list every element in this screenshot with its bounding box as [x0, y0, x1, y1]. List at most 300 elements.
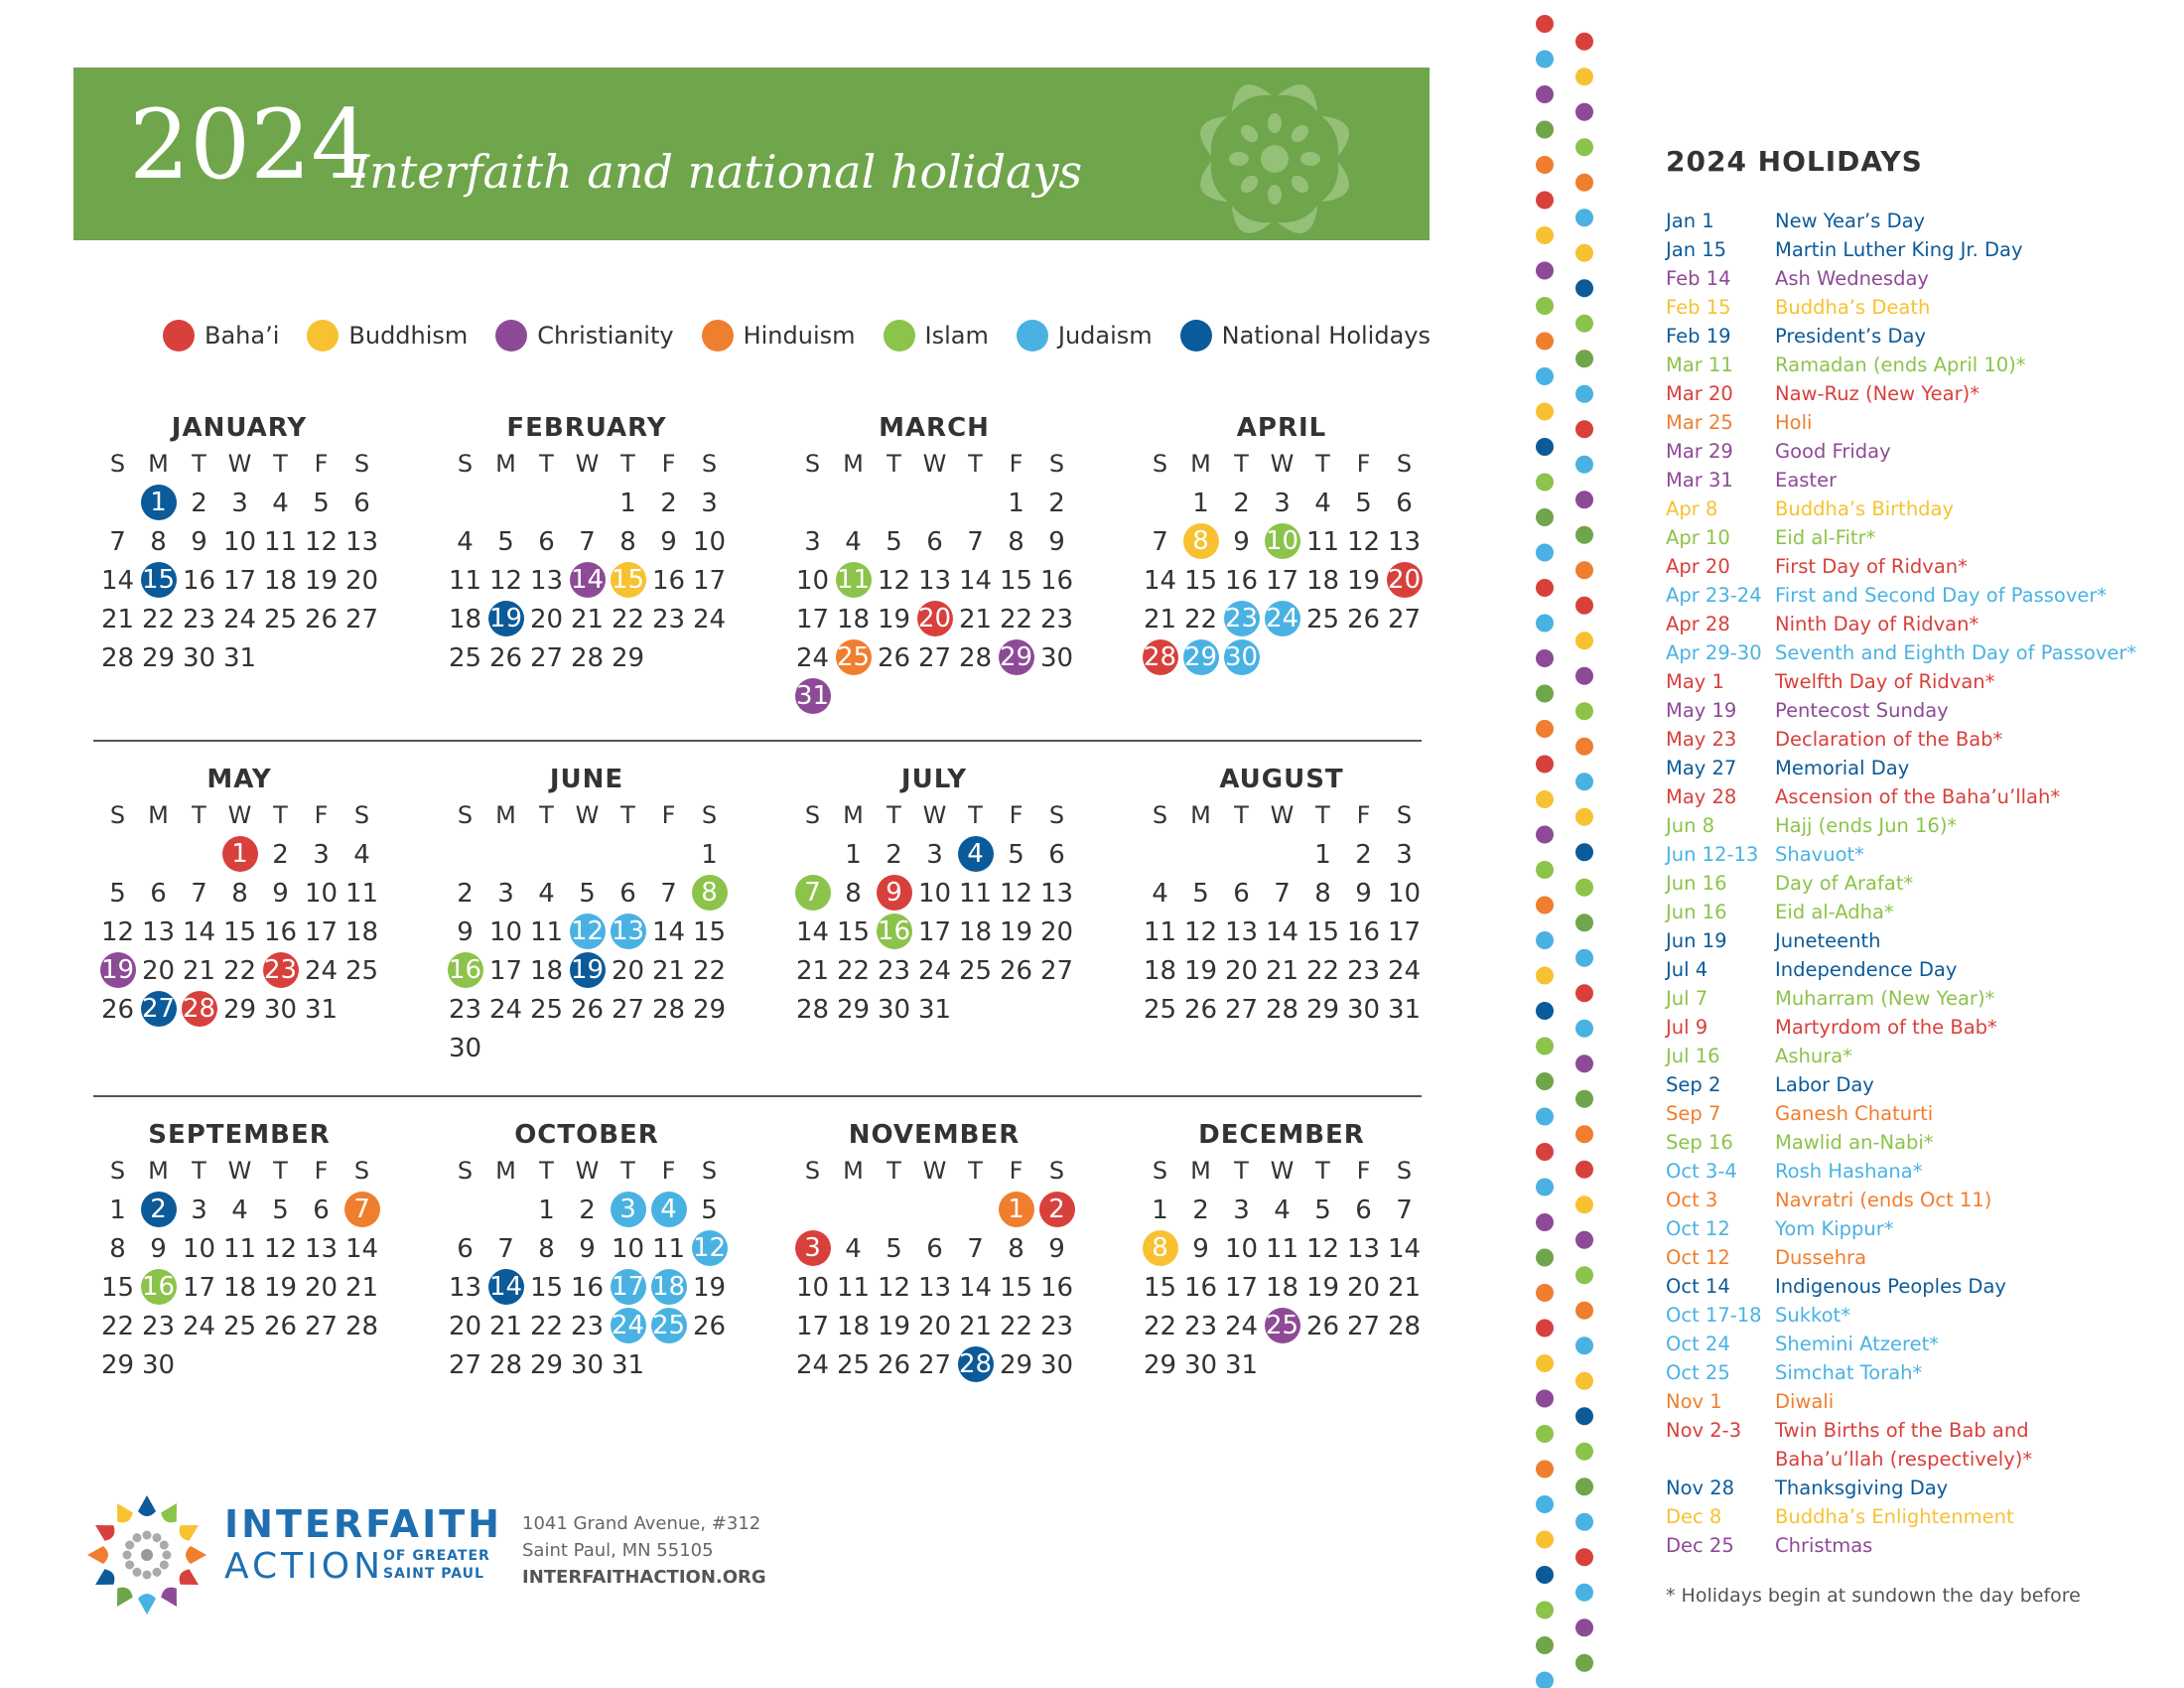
day-cell: 31	[304, 994, 339, 1025]
logo-petal	[138, 1594, 156, 1615]
holiday-name: Martyrdom of the Bab*	[1775, 1016, 1997, 1039]
holiday-date: Apr 28	[1666, 613, 1730, 635]
weekday-header: S	[457, 450, 474, 478]
weekday-header: S	[109, 801, 126, 829]
weekday-header: S	[353, 1157, 370, 1185]
day-cell: 11	[836, 1272, 871, 1303]
day-cell: 24	[917, 955, 952, 986]
month-october	[443, 1120, 731, 1384]
day-cell: 2	[1355, 839, 1372, 870]
holiday-list-item	[1666, 322, 2182, 351]
logo-petal	[109, 1499, 135, 1526]
day-cell: 17	[917, 916, 952, 947]
legend-item-christianity	[495, 320, 673, 352]
weekday-header: T	[192, 1157, 206, 1185]
day-cell: 1	[1008, 488, 1024, 518]
day-cell: 29	[141, 642, 176, 673]
day-cell: 5	[1355, 488, 1372, 518]
day-cell: 28	[1265, 994, 1299, 1025]
day-cell: 1	[1192, 488, 1209, 518]
holiday-day-buddhism: 8	[1183, 523, 1219, 559]
holiday-list-item	[1666, 811, 2182, 840]
legend-label: Judaism	[1057, 322, 1153, 350]
decorative-dot	[1575, 1372, 1593, 1390]
holiday-day-islam: 16	[448, 952, 483, 988]
decorative-dot	[1575, 808, 1593, 826]
decorative-dot	[1536, 826, 1554, 844]
day-cell: 25	[958, 955, 993, 986]
holiday-day-islam: 16	[877, 914, 912, 949]
day-cell: 25	[1305, 604, 1340, 634]
day-cell: 28	[570, 642, 605, 673]
empty-day-cell	[97, 835, 138, 874]
flower-petal	[1300, 152, 1320, 166]
weekday-header: F	[661, 450, 676, 478]
decorative-dot	[1536, 1213, 1554, 1231]
day-cell: 13	[917, 1272, 952, 1303]
holiday-date: Oct 17-18	[1666, 1304, 1762, 1327]
decorative-dot	[1575, 103, 1593, 121]
holiday-date: Jun 8	[1666, 814, 1715, 837]
day-cell: 4	[231, 1195, 248, 1225]
day-cell: 1	[538, 1195, 555, 1225]
empty-day-cell	[914, 1191, 955, 1229]
day-cell: 28	[100, 642, 135, 673]
weekday-header: T	[192, 801, 206, 829]
holiday-list-item	[1666, 1301, 2182, 1330]
day-cell: 27	[344, 604, 379, 634]
month-name: JUNE	[549, 765, 624, 794]
holiday-date: Apr 20	[1666, 555, 1730, 578]
weekday-header: W	[227, 1157, 252, 1185]
day-cell: 20	[611, 955, 645, 986]
day-cell: 21	[795, 955, 830, 986]
day-cell: 8	[1008, 1233, 1024, 1264]
day-cell: 14	[100, 565, 135, 596]
holiday-list-item	[1666, 898, 2182, 926]
flower-petal	[1238, 172, 1262, 196]
day-cell: 10	[917, 878, 952, 909]
weekday-header: W	[575, 1157, 600, 1185]
flower-petal	[1321, 108, 1356, 156]
decorative-dot	[1575, 984, 1593, 1002]
decorative-dot	[1536, 297, 1554, 315]
divider-line	[93, 740, 1422, 742]
decorative-dot	[1536, 508, 1554, 526]
decorative-dot	[1575, 1020, 1593, 1038]
day-cell: 15	[692, 916, 727, 947]
holiday-day-christianity: 31	[795, 678, 831, 714]
empty-day-cell	[608, 835, 648, 874]
holiday-name: First Day of Ridvan*	[1775, 555, 1968, 578]
day-cell: 27	[1224, 994, 1259, 1025]
weekday-header: S	[1396, 1157, 1413, 1185]
day-cell: 25	[1143, 994, 1177, 1025]
day-cell: 26	[304, 604, 339, 634]
decorative-dot	[1536, 1038, 1554, 1055]
empty-day-cell	[648, 835, 689, 874]
empty-day-cell	[792, 1191, 833, 1229]
holiday-date: Feb 19	[1666, 325, 1731, 348]
day-cell: 11	[263, 526, 298, 557]
holiday-list-item	[1666, 1042, 2182, 1070]
day-cell: 1	[619, 488, 636, 518]
month-day-grid	[1140, 796, 1426, 1029]
holiday-day-judaism: 18	[651, 1269, 687, 1305]
month-august	[1138, 765, 1426, 1029]
weekday-header: M	[148, 450, 169, 478]
day-cell: 15	[529, 1272, 564, 1303]
decorative-dot	[1536, 967, 1554, 985]
holiday-day-bahai: 23	[263, 952, 299, 988]
day-cell: 16	[1183, 1272, 1218, 1303]
holiday-list-item	[1666, 1531, 2182, 1560]
weekday-header: T	[539, 1157, 554, 1185]
holiday-list-item	[1666, 1099, 2182, 1128]
month-september	[95, 1120, 383, 1384]
weekday-header: M	[495, 801, 516, 829]
decorative-dot	[1575, 1055, 1593, 1072]
day-cell: 9	[1233, 526, 1250, 557]
holiday-list-item	[1666, 408, 2182, 437]
day-cell: 9	[579, 1233, 596, 1264]
day-cell: 6	[1355, 1195, 1372, 1225]
weekday-header: T	[1234, 1157, 1249, 1185]
holiday-list-item	[1666, 581, 2182, 610]
holiday-date: Oct 14	[1666, 1275, 1730, 1298]
day-cell: 15	[100, 1272, 135, 1303]
holiday-list-item	[1666, 1272, 2182, 1301]
holiday-list-item	[1666, 351, 2182, 379]
logo-dot	[123, 1551, 132, 1560]
day-cell: 27	[917, 642, 952, 673]
day-cell: 7	[1152, 526, 1168, 557]
day-cell: 13	[1346, 1233, 1381, 1264]
decorative-dot	[1575, 914, 1593, 931]
weekday-header: S	[804, 1157, 821, 1185]
holiday-day-national: 14	[488, 1269, 524, 1305]
legend-item-national	[1180, 320, 1431, 352]
legend-dot	[1180, 320, 1212, 352]
holiday-list-item	[1666, 926, 2182, 955]
day-cell: 30	[1039, 642, 1074, 673]
day-cell: 21	[651, 955, 686, 986]
day-cell: 26	[877, 642, 911, 673]
day-cell: 5	[886, 526, 902, 557]
day-cell: 31	[917, 994, 952, 1025]
day-cell: 28	[344, 1311, 379, 1341]
day-cell: 23	[1039, 604, 1074, 634]
divider-line	[93, 1095, 1422, 1097]
decorative-dot	[1575, 773, 1593, 790]
holiday-name: Declaration of the Bab*	[1775, 728, 2003, 751]
day-cell: 10	[611, 1233, 645, 1264]
day-cell: 29	[1143, 1349, 1177, 1380]
holiday-date: Oct 25	[1666, 1361, 1730, 1384]
logo-petal	[176, 1517, 203, 1543]
holiday-list-item	[1666, 552, 2182, 581]
month-day-grid	[1140, 445, 1426, 677]
day-cell: 24	[222, 604, 257, 634]
weekday-header: S	[701, 450, 718, 478]
website-link[interactable]: INTERFAITHACTION.ORG	[522, 1567, 766, 1588]
holiday-name: Shavuot*	[1775, 843, 1864, 866]
day-cell: 6	[457, 1233, 474, 1264]
day-cell: 23	[141, 1311, 176, 1341]
holiday-list-item	[1666, 466, 2182, 494]
decorative-dot	[1575, 1548, 1593, 1566]
month-name: SEPTEMBER	[148, 1120, 331, 1150]
weekday-header: S	[353, 801, 370, 829]
month-name: NOVEMBER	[848, 1120, 1021, 1150]
holiday-day-islam: 11	[836, 562, 872, 598]
day-cell: 3	[1396, 839, 1413, 870]
day-cell: 27	[917, 1349, 952, 1380]
decorative-dot	[1536, 333, 1554, 351]
day-cell: 26	[1305, 1311, 1340, 1341]
holiday-date: Mar 29	[1666, 440, 1733, 463]
decorative-dot	[1575, 1654, 1593, 1672]
org-name: INTERFAITH	[224, 1502, 502, 1546]
day-cell: 17	[182, 1272, 216, 1303]
month-day-grid	[792, 1152, 1078, 1384]
legend-label: Islam	[924, 322, 989, 350]
holiday-date: Feb 15	[1666, 296, 1731, 319]
holiday-date: Oct 12	[1666, 1217, 1730, 1240]
decorative-dot	[1536, 1636, 1554, 1654]
weekday-header: S	[1396, 450, 1413, 478]
day-cell: 2	[1048, 488, 1065, 518]
day-cell: 28	[488, 1349, 523, 1380]
decorative-dot	[1536, 720, 1554, 738]
day-cell: 16	[651, 565, 686, 596]
day-cell: 13	[141, 916, 176, 947]
day-cell: 11	[1265, 1233, 1299, 1264]
decorative-dot	[1575, 1196, 1593, 1213]
day-cell: 27	[1346, 1311, 1381, 1341]
empty-day-cell	[955, 1191, 996, 1229]
holiday-list-item	[1666, 494, 2182, 523]
day-cell: 2	[272, 839, 289, 870]
decorative-dot	[1575, 456, 1593, 474]
day-cell: 1	[1314, 839, 1331, 870]
day-cell: 18	[1305, 565, 1340, 596]
day-cell: 8	[845, 878, 862, 909]
day-cell: 6	[353, 488, 370, 518]
weekday-header: W	[922, 801, 947, 829]
holiday-name: Simchat Torah*	[1775, 1361, 1923, 1384]
day-cell: 15	[836, 916, 871, 947]
empty-day-cell	[1140, 835, 1180, 874]
day-cell: 24	[488, 994, 523, 1025]
empty-day-cell	[833, 484, 874, 522]
holiday-day-bahai: 20	[917, 601, 953, 636]
weekday-header: W	[1270, 801, 1295, 829]
decorative-dot	[1575, 667, 1593, 685]
day-cell: 27	[304, 1311, 339, 1341]
day-cell: 23	[877, 955, 911, 986]
day-cell: 4	[845, 526, 862, 557]
holiday-date: Apr 29-30	[1666, 641, 1762, 664]
holiday-date: May 1	[1666, 670, 1724, 693]
decorative-dot	[1536, 156, 1554, 174]
day-cell: 14	[651, 916, 686, 947]
day-cell: 29	[1305, 994, 1340, 1025]
day-cell: 26	[1183, 994, 1218, 1025]
month-january	[95, 413, 383, 677]
decorative-dot	[1575, 1407, 1593, 1425]
empty-day-cell	[138, 835, 179, 874]
day-cell: 31	[222, 642, 257, 673]
day-cell: 15	[1183, 565, 1218, 596]
decorative-dot	[1536, 685, 1554, 703]
empty-day-cell	[1180, 835, 1221, 874]
day-cell: 7	[1274, 878, 1291, 909]
holiday-name: Twelfth Day of Ridvan*	[1775, 670, 1995, 693]
day-cell: 18	[958, 916, 993, 947]
holiday-name: Ganesh Chaturti	[1775, 1102, 1934, 1125]
day-cell: 7	[967, 526, 984, 557]
day-cell: 25	[836, 1349, 871, 1380]
empty-day-cell	[1262, 835, 1302, 874]
holiday-day-judaism: 17	[611, 1269, 646, 1305]
decorative-dot	[1536, 1390, 1554, 1408]
decorative-dot	[1575, 632, 1593, 649]
day-cell: 11	[222, 1233, 257, 1264]
holiday-date: Mar 20	[1666, 382, 1733, 405]
day-cell: 11	[344, 878, 379, 909]
day-cell: 8	[109, 1233, 126, 1264]
day-cell: 13	[529, 565, 564, 596]
day-cell: 26	[877, 1349, 911, 1380]
day-cell: 20	[448, 1311, 482, 1341]
decorative-dot	[1536, 1108, 1554, 1126]
day-cell: 2	[457, 878, 474, 909]
holiday-list-item	[1666, 235, 2182, 264]
day-cell: 13	[304, 1233, 339, 1264]
day-cell: 12	[877, 1272, 911, 1303]
empty-day-cell	[792, 484, 833, 522]
holiday-date: Oct 24	[1666, 1333, 1730, 1355]
day-cell: 12	[1183, 916, 1218, 947]
day-cell: 11	[651, 1233, 686, 1264]
day-cell: 18	[448, 604, 482, 634]
day-cell: 5	[313, 488, 330, 518]
holiday-list-item	[1666, 1416, 2182, 1445]
weekday-header: W	[1270, 1157, 1295, 1185]
day-cell: 29	[529, 1349, 564, 1380]
weekday-header: M	[1190, 450, 1211, 478]
weekday-header: S	[1048, 450, 1065, 478]
day-cell: 19	[263, 1272, 298, 1303]
day-cell: 22	[836, 955, 871, 986]
day-cell: 18	[344, 916, 379, 947]
day-cell: 22	[141, 604, 176, 634]
decorative-dot	[1575, 1090, 1593, 1108]
holiday-name: First and Second Day of Passover*	[1775, 584, 2108, 607]
holiday-name: Thanksgiving Day	[1775, 1477, 1949, 1499]
day-cell: 6	[538, 526, 555, 557]
day-cell: 4	[538, 878, 555, 909]
holiday-name: Buddha’s Birthday	[1775, 497, 1955, 520]
decorative-dot	[1575, 420, 1593, 438]
day-cell: 21	[958, 604, 993, 634]
legend-item-buddhism	[307, 320, 468, 352]
day-cell: 6	[313, 1195, 330, 1225]
holiday-list-item	[1666, 782, 2182, 811]
day-cell: 22	[1143, 1311, 1177, 1341]
day-cell: 24	[182, 1311, 216, 1341]
weekday-header: M	[843, 801, 864, 829]
day-cell: 24	[1387, 955, 1422, 986]
decorative-dot	[1575, 1231, 1593, 1249]
decorative-dot	[1536, 1143, 1554, 1161]
day-cell: 11	[1305, 526, 1340, 557]
day-cell: 18	[836, 604, 871, 634]
decorative-dot	[1536, 1072, 1554, 1090]
holiday-name: Mawlid an-Nabi*	[1775, 1131, 1934, 1154]
day-cell: 10	[795, 1272, 830, 1303]
day-cell: 26	[100, 994, 135, 1025]
holiday-name: Memorial Day	[1775, 757, 1910, 779]
decorative-dot	[1575, 879, 1593, 897]
month-day-grid	[97, 1152, 383, 1384]
day-cell: 14	[182, 916, 216, 947]
weekday-header: T	[192, 450, 206, 478]
decorative-dot	[1536, 1320, 1554, 1337]
weekday-header: M	[1190, 1157, 1211, 1185]
holiday-day-bahai: 2	[1039, 1192, 1075, 1227]
empty-day-cell	[97, 484, 138, 522]
dot-column-decoration	[1525, 0, 1604, 1688]
day-cell: 12	[999, 878, 1033, 909]
holiday-list-item	[1666, 1070, 2182, 1099]
weekday-header: W	[575, 450, 600, 478]
day-cell: 10	[304, 878, 339, 909]
decorative-dot	[1536, 544, 1554, 562]
empty-day-cell	[874, 1191, 914, 1229]
logo-petal	[176, 1567, 203, 1593]
weekday-header: T	[1234, 801, 1249, 829]
holiday-day-national: 4	[958, 836, 994, 872]
day-cell: 18	[222, 1272, 257, 1303]
holiday-date: Apr 10	[1666, 526, 1730, 549]
day-cell: 17	[488, 955, 523, 986]
holiday-date: Mar 25	[1666, 411, 1733, 434]
decorative-dot	[1575, 1336, 1593, 1354]
day-cell: 13	[917, 565, 952, 596]
decorative-dot	[1536, 1179, 1554, 1196]
day-cell: 16	[1224, 565, 1259, 596]
holiday-name: Ninth Day of Ridvan*	[1775, 613, 1979, 635]
day-cell: 14	[958, 1272, 993, 1303]
day-cell: 26	[263, 1311, 298, 1341]
day-cell: 21	[570, 604, 605, 634]
holiday-day-islam: 7	[795, 875, 831, 911]
day-cell: 17	[692, 565, 727, 596]
holiday-date: May 19	[1666, 699, 1737, 722]
day-cell: 19	[1346, 565, 1381, 596]
weekday-header: W	[575, 801, 600, 829]
holiday-day-buddhism: 15	[611, 562, 646, 598]
holiday-name: Day of Arafat*	[1775, 872, 1914, 895]
day-cell: 20	[304, 1272, 339, 1303]
holiday-list-item	[1666, 667, 2182, 696]
day-cell: 16	[182, 565, 216, 596]
holiday-date: May 27	[1666, 757, 1737, 779]
day-cell: 20	[529, 604, 564, 634]
day-cell: 3	[1274, 488, 1291, 518]
